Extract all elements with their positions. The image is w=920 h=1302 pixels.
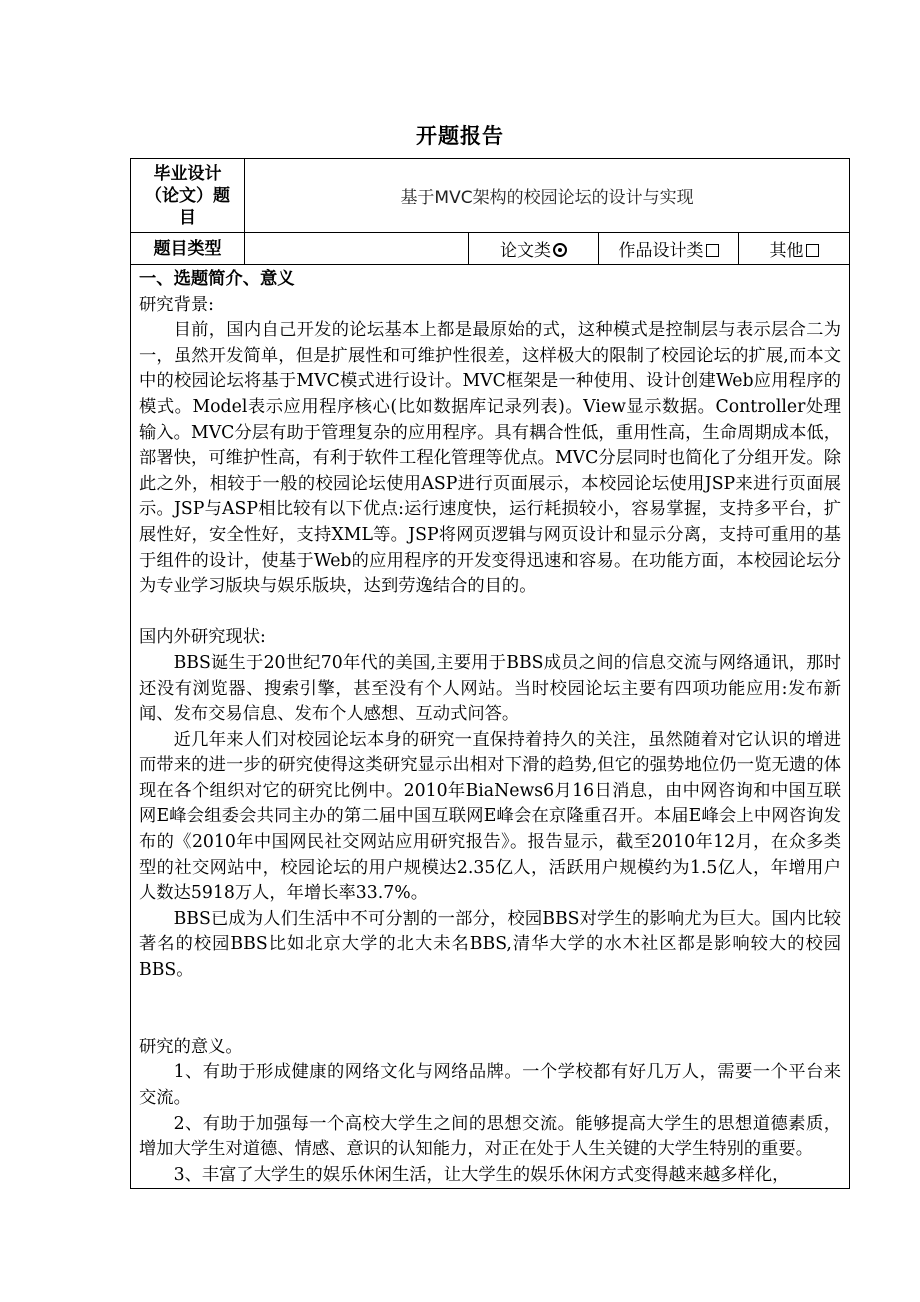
topic-label-line-3: 目 (179, 207, 196, 228)
meaning-item-2: 2、有助于加强每一个高校大学生之间的思想交流。能够提高大学生的思想道德素质，增加大学生对道德、情感、意识的认知能力，对正在处于人生关键的大学生特别的重要。 (139, 1113, 842, 1160)
type-label: 题目类型 (131, 233, 245, 265)
topic-label-line-1: 毕业设计 (153, 163, 222, 184)
section-heading: 一、选题简介、意义 (139, 269, 295, 289)
checkbox-empty-icon[interactable] (706, 244, 719, 257)
meaning-item-1: 1、有助于形成健康的网络文化与网络品牌。一个学校都有好几万人，需要一个平台来交流。 (139, 1062, 842, 1108)
checkbox-empty-icon[interactable] (806, 244, 819, 257)
option-thesis-label: 论文类 (500, 241, 551, 261)
option-design[interactable] (599, 233, 739, 265)
topic-value: 基于MVC架构的校园论坛的设计与实现 (245, 159, 850, 233)
topic-label-cell (131, 159, 245, 233)
status-paragraph-1: BBS诞生于20世纪70年代的美国,主要用于BBS成员之间的信息交流与网络通讯，那时还没有浏览器、搜索引擎，甚至没有个人网站。当时校园论坛主要有四项功能应用:发布新闻、发布交易信息、发布个人感想、互动式问答。 (139, 652, 842, 725)
meaning-item-3: 3、丰富了大学生的娱乐休闲生活，让大学生的娱乐休闲方式变得越来越多样化， (173, 1164, 790, 1185)
option-other-label: 其他 (769, 241, 804, 261)
spacer (139, 984, 841, 1035)
type-blank-cell (245, 233, 469, 265)
radio-selected-icon[interactable] (553, 243, 567, 257)
proposal-form-table (130, 158, 850, 1189)
option-other[interactable] (739, 233, 850, 265)
option-design-label: 作品设计类 (618, 241, 704, 261)
background-label: 研究背景: (139, 294, 214, 315)
status-label: 国内外研究现状: (139, 627, 266, 648)
status-paragraph-2: 近几年来人们对校园论坛本身的研究一直保持着持久的关注，虽然随着对它认识的增进而带来的进一步的研究使得这类研究显示出相对下滑的趋势,但它的强势地位仍一览无遗的体现在各个组织对它的研究比例中。2010年BiaNews6月16日消息，由中网咨询和中国互联网E峰会组委会共同主办的第二届中国互联网E峰会在京隆重召开。本届E峰会上中网咨询发布的《2010年中国网民社交网站应用研究报告》。报告显示，截至2010年12月，在众多类型的社交网站中，校园论坛的用户规模达2.35亿人，活跃用户规模约为1.5亿人，年增用户人数达5918万人，年增长率33.7%。 (139, 729, 842, 904)
content-cell (131, 265, 850, 1189)
status-paragraph-3: BBS已成为人们生活中不可分割的一部分，校园BBS对学生的影响尤为巨大。国内比较著名的校园BBS比如北京大学的北大未名BBS,清华大学的水木社区都是影响较大的校园BBS。 (139, 908, 842, 981)
page-title: 开题报告 (416, 123, 504, 148)
option-thesis[interactable] (469, 233, 599, 265)
spacer (139, 600, 841, 626)
meaning-label: 研究的意义。 (139, 1036, 243, 1057)
background-paragraph: 目前，国内自己开发的论坛基本上都是最原始的式，这种模式是控制层与表示层合二为一，虽然开发简单，但是扩展性和可维护性很差，这样极大的限制了校园论坛的扩展,而本文中的校园论坛将基于MVC模式进行设计。MVC框架是一种使用、设计创建Web应用程序的模式。Model表示应用程序核心(比如数据库记录列表)。View显示数据。Controller处理输入。MVC分层有助于管理复杂的应用程序。具有耦合性低，重用性高，生命周期成本低，部署快，可维护性高，有利于软件工程化管理等优点。MVC分层同时也简化了分组开发。除此之外，相较于一般的校园论坛使用ASP进行页面展示，本校园论坛使用JSP来进行页面展示。JSP与ASP相比较有以下优点:运行速度快，运行耗损较小，容易掌握，支持多平台，扩展性好，安全性好，支持XML等。JSP将网页逻辑与网页设计和显示分离，支持可重用的基于组件的设计，使基于Web的应用程序的开发变得迅速和容易。在功能方面，本校园论坛分为专业学习版块与娱乐版块，达到劳逸结合的目的。 (139, 320, 842, 597)
topic-label-line-2: （论文）题 (145, 185, 230, 206)
